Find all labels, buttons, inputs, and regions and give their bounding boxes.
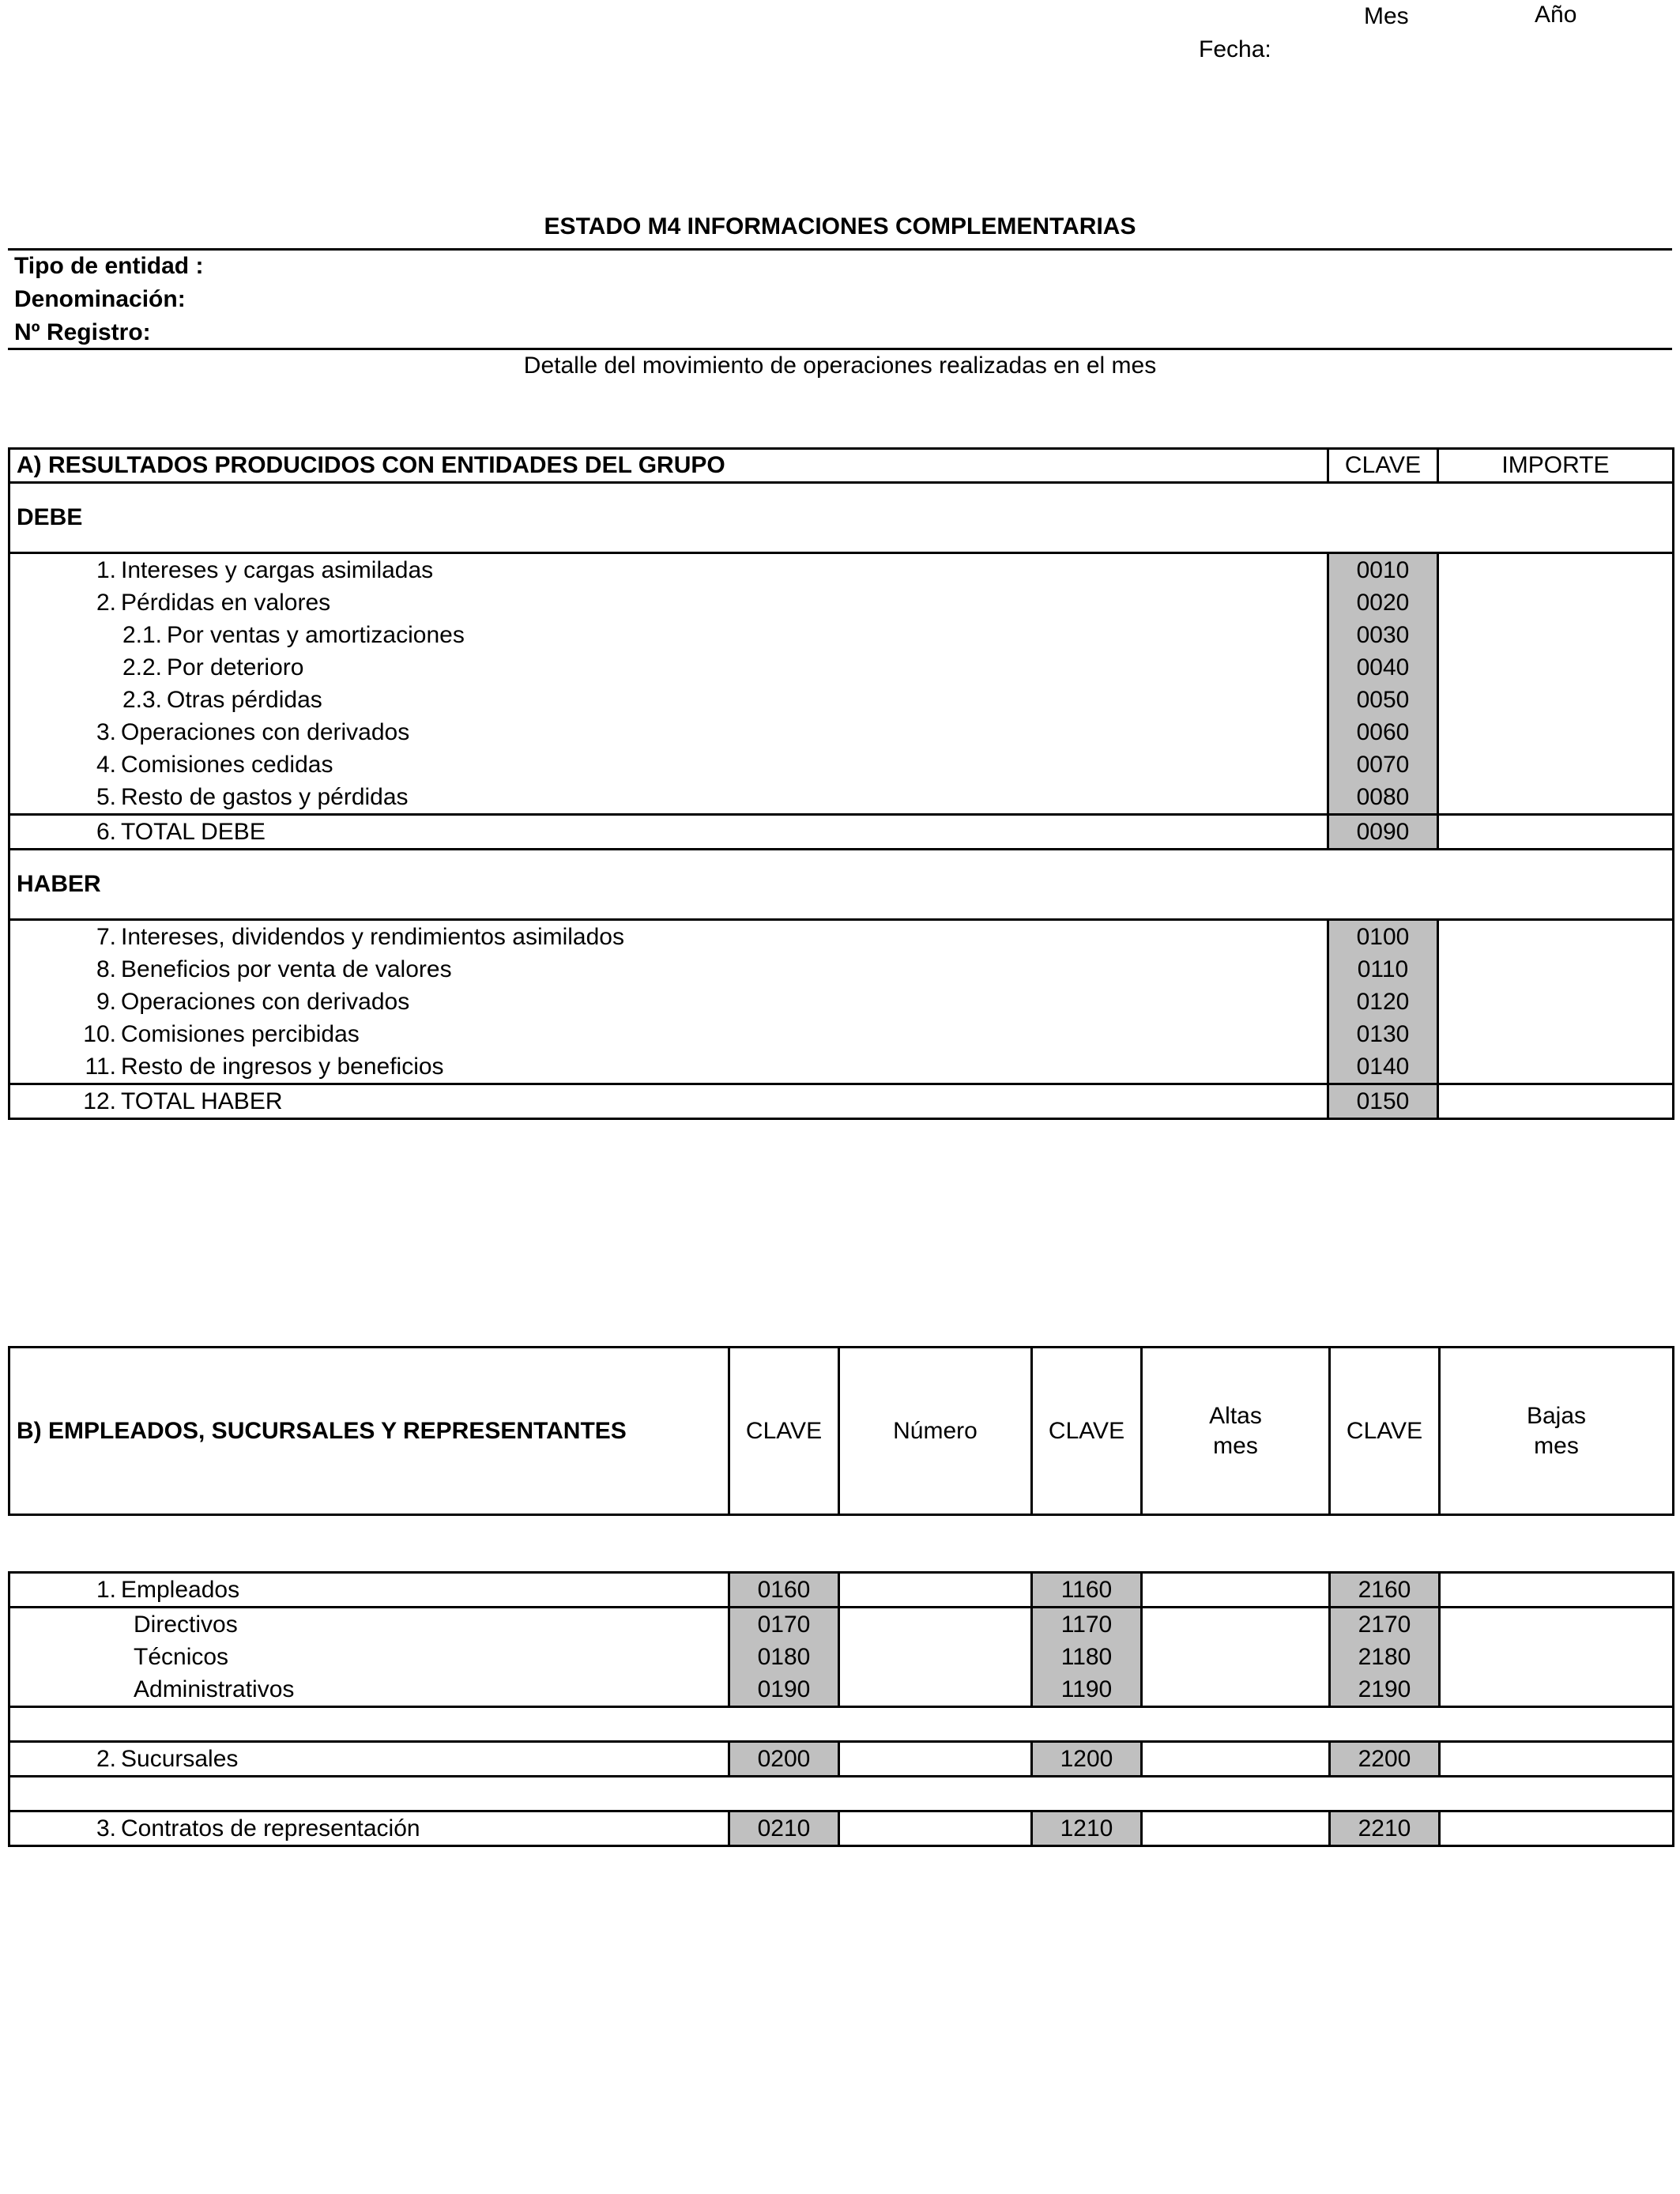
- clave-cell: 1180: [1032, 1641, 1142, 1673]
- importe-cell[interactable]: [1438, 651, 1674, 684]
- empleados-row: [9, 1573, 1674, 1608]
- clave-cell: 0150: [1328, 1084, 1438, 1119]
- table-row: [9, 553, 1674, 587]
- table-row: [9, 986, 1674, 1018]
- row-number: 2.2.: [122, 654, 162, 680]
- debe-label: DEBE: [9, 483, 1674, 553]
- importe-cell[interactable]: [1438, 920, 1674, 954]
- table-row: [9, 1018, 1674, 1050]
- altas-cell[interactable]: [1142, 1742, 1330, 1777]
- importe-cell[interactable]: [1438, 986, 1674, 1018]
- row-label: Resto de ingresos y beneficios: [121, 1053, 444, 1080]
- altas-header: [1142, 1348, 1330, 1515]
- numero-cell[interactable]: [839, 1641, 1032, 1673]
- bajas-cell[interactable]: [1440, 1573, 1674, 1608]
- clave-cell: 0210: [729, 1811, 839, 1846]
- row-label: Comisiones percibidas: [121, 1020, 360, 1047]
- bajas-header-line2: mes: [1534, 1432, 1579, 1459]
- row-label: Pérdidas en valores: [121, 589, 331, 616]
- row-label: Administrativos: [9, 1673, 729, 1707]
- clave-cell: 0110: [1328, 953, 1438, 986]
- clave-cell: 0130: [1328, 1018, 1438, 1050]
- row-label: Otras pérdidas: [167, 686, 322, 713]
- contratos-row: [9, 1811, 1674, 1846]
- bajas-header: [1440, 1348, 1674, 1515]
- clave-cell: 0070: [1328, 748, 1438, 781]
- bajas-cell[interactable]: [1440, 1673, 1674, 1707]
- clave-cell: 1170: [1032, 1608, 1142, 1642]
- importe-cell[interactable]: [1438, 684, 1674, 716]
- importe-header: IMPORTE: [1438, 449, 1674, 483]
- row-label: Beneficios por venta de valores: [121, 956, 452, 982]
- clave-cell: 0190: [729, 1673, 839, 1707]
- section-b-title: B) EMPLEADOS, SUCURSALES Y REPRESENTANTES: [17, 1417, 627, 1444]
- bajas-cell[interactable]: [1440, 1608, 1674, 1642]
- row-label: TOTAL HABER: [121, 1088, 283, 1114]
- haber-label: HABER: [9, 850, 1674, 920]
- altas-cell[interactable]: [1142, 1573, 1330, 1608]
- numero-cell[interactable]: [839, 1673, 1032, 1707]
- entity-rule: [8, 348, 1672, 350]
- importe-cell[interactable]: [1438, 716, 1674, 748]
- importe-cell[interactable]: [1438, 553, 1674, 587]
- bajas-cell[interactable]: [1440, 1811, 1674, 1846]
- altas-cell[interactable]: [1142, 1641, 1330, 1673]
- importe-cell[interactable]: [1438, 781, 1674, 815]
- clave-cell: 0020: [1328, 586, 1438, 619]
- bajas-cell[interactable]: [1440, 1742, 1674, 1777]
- clave-cell: 0040: [1328, 651, 1438, 684]
- clave-header: CLAVE: [1032, 1348, 1142, 1515]
- haber-row: [9, 850, 1674, 920]
- row-number: 7.: [96, 923, 116, 950]
- clave-cell: 0100: [1328, 920, 1438, 954]
- row-label: Comisiones cedidas: [121, 751, 333, 778]
- clave-cell: 1210: [1032, 1811, 1142, 1846]
- clave-cell: 0030: [1328, 619, 1438, 651]
- section-a-header-row: [9, 449, 1674, 483]
- row-number: 6.: [96, 818, 116, 845]
- table-row: [9, 1673, 1674, 1707]
- numero-cell[interactable]: [839, 1742, 1032, 1777]
- table-row: [9, 1641, 1674, 1673]
- clave-cell: 0170: [729, 1608, 839, 1642]
- total-haber-row: [9, 1084, 1674, 1119]
- spacer-row: [9, 1777, 1674, 1811]
- table-row: [9, 716, 1674, 748]
- row-label: TOTAL DEBE: [121, 818, 266, 845]
- row-number: 1.: [96, 1576, 116, 1603]
- clave-cell: 0010: [1328, 553, 1438, 587]
- row-number: 2.: [96, 589, 116, 616]
- anio-label: Año: [1535, 2, 1577, 28]
- bajas-cell[interactable]: [1440, 1641, 1674, 1673]
- row-number: 8.: [96, 956, 116, 982]
- row-number: 2.3.: [122, 686, 162, 713]
- clave-cell: 2190: [1330, 1673, 1440, 1707]
- row-label: Empleados: [121, 1576, 240, 1603]
- tipo-entidad-label: Tipo de entidad :: [14, 253, 204, 279]
- altas-header-line2: mes: [1213, 1432, 1258, 1459]
- row-number: 3.: [96, 1815, 116, 1842]
- row-number: 2.: [96, 1745, 116, 1772]
- row-label: Operaciones con derivados: [121, 718, 410, 745]
- row-label: Resto de gastos y pérdidas: [121, 783, 409, 810]
- row-label: Técnicos: [134, 1643, 229, 1670]
- row-label: Intereses, dividendos y rendimientos asimilados: [121, 923, 624, 950]
- clave-cell: 1200: [1032, 1742, 1142, 1777]
- page-title: ESTADO M4 INFORMACIONES COMPLEMENTARIAS: [544, 213, 1136, 239]
- importe-cell[interactable]: [1438, 748, 1674, 781]
- clave-cell: 2160: [1330, 1573, 1440, 1608]
- altas-header-line1: Altas: [1209, 1402, 1262, 1429]
- altas-cell[interactable]: [1142, 1811, 1330, 1846]
- clave-cell: 0120: [1328, 986, 1438, 1018]
- table-row: [9, 920, 1674, 954]
- total-debe-row: [9, 815, 1674, 850]
- debe-row: [9, 483, 1674, 553]
- table-row: [9, 748, 1674, 781]
- table-row: [9, 1050, 1674, 1084]
- importe-cell[interactable]: [1438, 1018, 1674, 1050]
- clave-header: CLAVE: [1328, 449, 1438, 483]
- numero-cell[interactable]: [839, 1811, 1032, 1846]
- registro-label: Nº Registro:: [14, 319, 151, 345]
- numero-cell[interactable]: [839, 1573, 1032, 1608]
- altas-cell[interactable]: [1142, 1608, 1330, 1642]
- clave-cell: 0060: [1328, 716, 1438, 748]
- row-label: Operaciones con derivados: [121, 988, 410, 1015]
- numero-cell[interactable]: [839, 1608, 1032, 1642]
- clave-cell: 2170: [1330, 1608, 1440, 1642]
- clave-cell: 0160: [729, 1573, 839, 1608]
- clave-header: CLAVE: [1330, 1348, 1440, 1515]
- table-row: [9, 619, 1674, 651]
- row-number: 2.1.: [122, 621, 162, 648]
- row-label: Directivos: [134, 1611, 238, 1638]
- clave-cell: 1190: [1032, 1673, 1142, 1707]
- row-number: 10.: [83, 1020, 116, 1047]
- importe-cell[interactable]: [1438, 586, 1674, 619]
- row-label: Por deterioro: [167, 654, 304, 680]
- denominacion-label: Denominación:: [14, 286, 186, 312]
- clave-cell: 2210: [1330, 1811, 1440, 1846]
- row-number: 5.: [96, 783, 116, 810]
- table-row: [9, 953, 1674, 986]
- section-b-table: [8, 1571, 1674, 1847]
- clave-cell: 0080: [1328, 781, 1438, 815]
- section-a-title: A) RESULTADOS PRODUCIDOS CON ENTIDADES DEL GRUPO: [9, 449, 1328, 483]
- clave-header: CLAVE: [729, 1348, 839, 1515]
- row-label: Por ventas y amortizaciones: [167, 621, 465, 648]
- row-number: 3.: [96, 718, 116, 745]
- spacer-row: [9, 1707, 1674, 1742]
- table-row: [9, 651, 1674, 684]
- clave-cell: 2200: [1330, 1742, 1440, 1777]
- clave-cell: 1160: [1032, 1573, 1142, 1608]
- importe-cell[interactable]: [1438, 1050, 1674, 1084]
- clave-cell: 0140: [1328, 1050, 1438, 1084]
- section-a-table: [8, 447, 1674, 1120]
- sucursales-row: [9, 1742, 1674, 1777]
- row-label: Sucursales: [121, 1745, 239, 1772]
- section-b-header-row: [9, 1348, 1674, 1515]
- mes-label: Mes: [1364, 3, 1409, 29]
- row-label: Intereses y cargas asimiladas: [121, 556, 434, 583]
- row-number: 9.: [96, 988, 116, 1015]
- clave-cell: 0200: [729, 1742, 839, 1777]
- row-number: 11.: [85, 1053, 116, 1080]
- section-b-header-table: [8, 1346, 1674, 1516]
- importe-cell[interactable]: [1438, 815, 1674, 850]
- title-rule: [8, 248, 1672, 251]
- table-row: [9, 1608, 1674, 1642]
- table-row: [9, 684, 1674, 716]
- importe-cell[interactable]: [1438, 1084, 1674, 1119]
- subtitle: Detalle del movimiento de operaciones realizadas en el mes: [523, 352, 1157, 379]
- row-number: 12.: [83, 1088, 116, 1114]
- row-label: Contratos de representación: [121, 1815, 420, 1842]
- table-row: [9, 586, 1674, 619]
- bajas-header-line1: Bajas: [1526, 1402, 1587, 1429]
- altas-cell[interactable]: [1142, 1673, 1330, 1707]
- clave-cell: 0180: [729, 1641, 839, 1673]
- clave-cell: 0090: [1328, 815, 1438, 850]
- numero-header: Número: [839, 1348, 1032, 1515]
- clave-cell: 0050: [1328, 684, 1438, 716]
- fecha-label: Fecha:: [1199, 36, 1271, 62]
- row-number: 4.: [96, 751, 116, 778]
- row-number: 1.: [96, 556, 116, 583]
- importe-cell[interactable]: [1438, 953, 1674, 986]
- table-row: [9, 781, 1674, 815]
- clave-cell: 2180: [1330, 1641, 1440, 1673]
- importe-cell[interactable]: [1438, 619, 1674, 651]
